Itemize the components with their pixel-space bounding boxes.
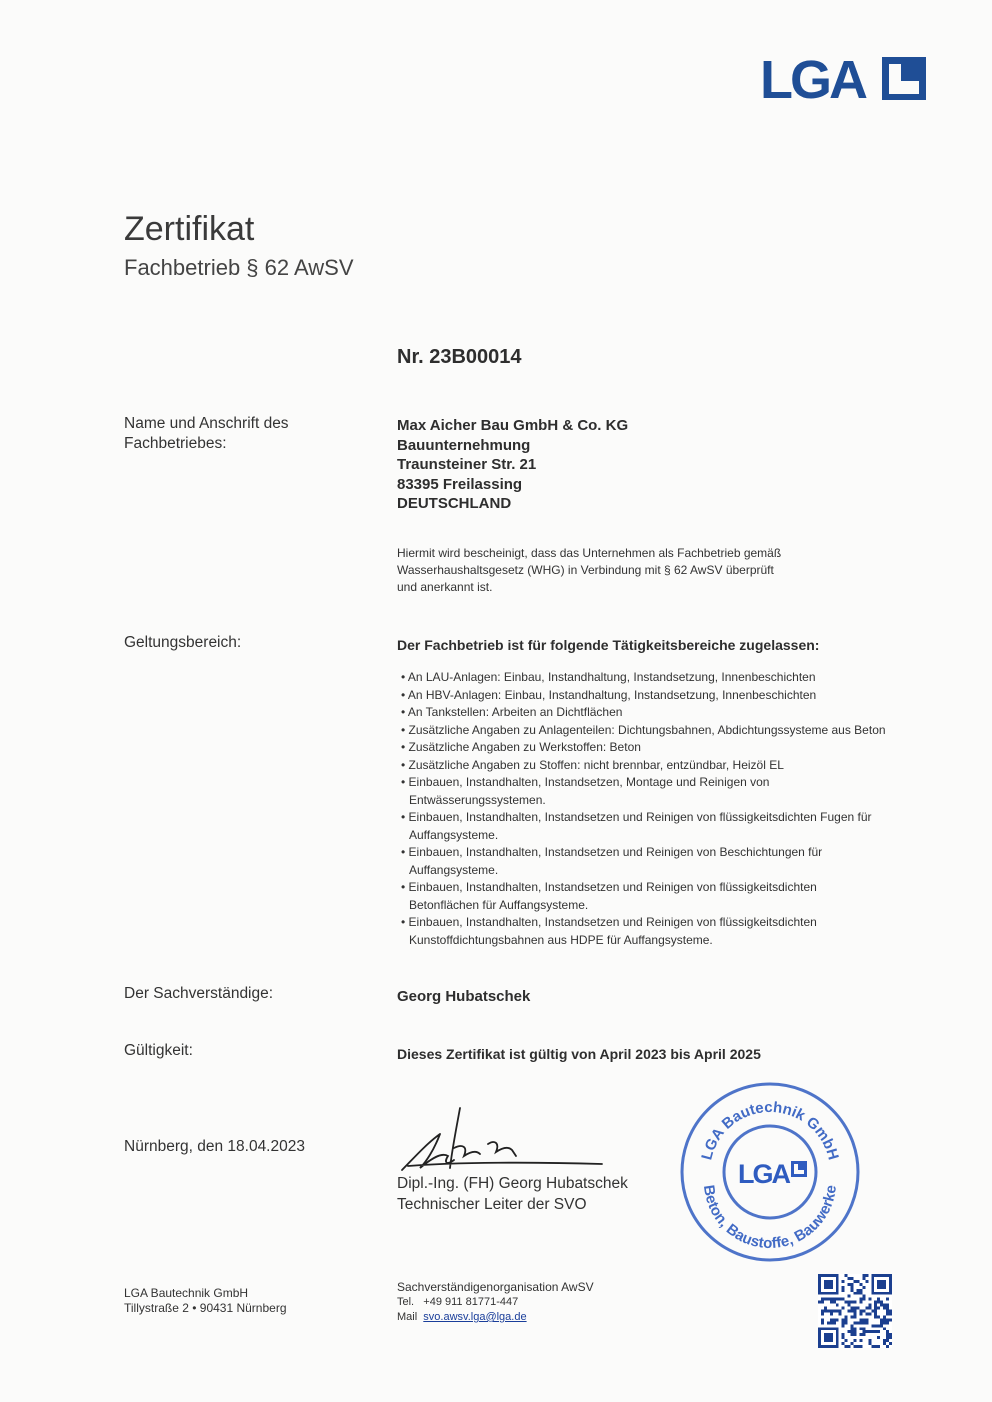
qr-code[interactable] <box>818 1274 892 1348</box>
list-item: • An LAU-Anlagen: Einbau, Instandhaltung, Instandsetzung, Innenbeschichten <box>397 669 887 687</box>
footer-address: Tillystraße 2 • 90431 Nürnberg <box>124 1301 287 1315</box>
footer-left <box>124 1286 287 1316</box>
signer-name: Dipl.-Ing. (FH) Georg Hubatschek <box>397 1175 628 1192</box>
company-country: DEUTSCHLAND <box>397 495 512 512</box>
svg-text:LGA Bautechnik GmbH <box>698 1099 841 1162</box>
footer-right <box>397 1280 594 1325</box>
list-item: • Zusätzliche Angaben zu Werkstoffen: Beton <box>397 739 887 757</box>
list-item: • An HBV-Anlagen: Einbau, Instandhaltung, Instandsetzung, Innenbeschichten <box>397 687 887 705</box>
email-link[interactable]: svo.awsv.lga@lga.de <box>423 1311 527 1323</box>
certificate-number: Nr. 23B00014 <box>397 346 522 368</box>
list-item: • Einbauen, Instandhalten, Instandsetzen und Reinigen von flüssigkeitsdichten Betonflächen für Auffangsysteme. <box>397 879 887 914</box>
scope-label: Geltungsbereich: <box>124 634 242 651</box>
page-title: Zertifikat <box>124 210 255 248</box>
list-item: • Einbauen, Instandhalten, Instandsetzen und Reinigen von flüssigkeitsdichten Fugen für Auffangsysteme. <box>397 809 887 844</box>
signature <box>396 1100 606 1180</box>
stamp-bottom-text: Beton, Baustoffe, Bauwerke <box>699 1183 840 1253</box>
page-subtitle: Fachbetrieb § 62 AwSV <box>124 255 354 280</box>
company-address <box>397 416 628 514</box>
logo-text: LGA <box>760 52 865 104</box>
signer-block <box>397 1173 628 1215</box>
footer-organisation: Sachverständigenorganisation AwSV <box>397 1280 594 1294</box>
company-label: Name und Anschrift des Fachbetriebes: <box>124 415 289 452</box>
stamp-center-text: LGA <box>738 1159 789 1189</box>
stamp-top-text: LGA Bautechnik GmbH <box>698 1098 842 1162</box>
company-city: 83395 Freilassing <box>397 475 523 493</box>
list-item: • Zusätzliche Angaben zu Anlagenteilen: Dichtungsbahnen, Abdichtungssysteme aus Beton <box>397 722 887 740</box>
validity-text: Dieses Zertifikat ist gültig von April 2023 bis April 2025 <box>397 1046 761 1062</box>
expert-label: Der Sachverständige: <box>124 985 274 1002</box>
footer-mail: Mail svo.awsv.lga@lga.de <box>397 1311 527 1323</box>
certification-text: Hiermit wird bescheinigt, dass das Unternehmen als Fachbetrieb gemäß Wasserhaushaltsgesetz (WHG) in Verbindung mit § 62 AwSV überprüft und anerkannt ist. <box>397 546 782 594</box>
company-street: Traunsteiner Str. 21 <box>397 456 537 473</box>
scope-list <box>397 669 887 949</box>
list-item: • An Tankstellen: Arbeiten an Dichtflächen <box>397 704 887 722</box>
company-stamp <box>678 1080 862 1264</box>
company-name: Max Aicher Bau GmbH & Co. KG <box>397 417 629 434</box>
footer-phone: Tel. +49 911 81771-447 <box>397 1296 519 1308</box>
signer-title: Technischer Leiter der SVO <box>397 1196 587 1213</box>
list-item: • Einbauen, Instandhalten, Instandsetzen, Montage und Reinigen von Entwässerungssystemen. <box>397 774 887 809</box>
list-item: • Zusätzliche Angaben zu Stoffen: nicht brennbar, entzündbar, Heizöl EL <box>397 757 887 775</box>
scope-heading: Der Fachbetrieb ist für folgende Tätigkeitsbereiche zugelassen: <box>397 637 820 653</box>
list-item: • Einbauen, Instandhalten, Instandsetzen und Reinigen von Beschichtungen für Auffangsysteme. <box>397 844 887 879</box>
validity-label: Gültigkeit: <box>124 1042 193 1059</box>
expert-name: Georg Hubatschek <box>397 988 531 1005</box>
footer-company: LGA Bautechnik GmbH <box>124 1286 249 1300</box>
company-type: Bauunternehmung <box>397 436 531 454</box>
list-item: • Einbauen, Instandhalten, Instandsetzen und Reinigen von flüssigkeitsdichten Kunstoffdichtungsbahnen aus HDPE für Auffangsysteme. <box>397 914 887 949</box>
place-date: Nürnberg, den 18.04.2023 <box>124 1138 305 1155</box>
lga-logo <box>760 52 930 104</box>
